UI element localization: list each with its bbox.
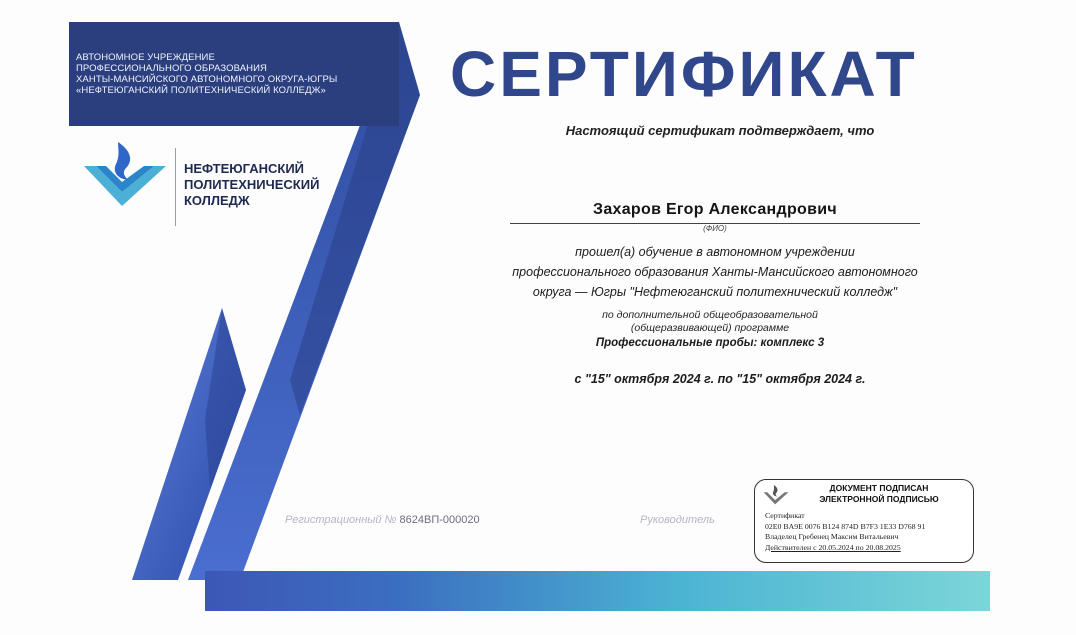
logo-line: НЕФТЕЮГАНСКИЙ <box>184 161 305 176</box>
registration-number <box>285 514 480 526</box>
program-line: (общеразвивающей) программе <box>630 322 790 334</box>
statement-line: профессионального образования Ханты-Мансийского автономного <box>512 265 918 279</box>
stamp-details <box>765 511 970 553</box>
organization-line: ПРОФЕССИОНАЛЬНОГО ОБРАЗОВАНИЯ <box>76 63 267 74</box>
certificate-title: СЕРТИФИКАТ <box>450 38 918 110</box>
organization-line: «НЕФТЕЮГАНСКИЙ ПОЛИТЕХНИЧЕСКИЙ КОЛЛЕДЖ» <box>76 85 326 96</box>
stamp-certificate-id: 02E0 BA9E 0076 B124 874D B7F3 1E33 D768 91 <box>765 521 926 531</box>
statement-line: прошел(а) обучение в автономном учреждении <box>575 245 855 259</box>
logo-line: ПОЛИТЕХНИЧЕСКИЙ <box>184 177 320 192</box>
college-logo-icon <box>763 484 789 506</box>
stamp-title-line: ДОКУМЕНТ ПОДПИСАН <box>829 483 929 493</box>
recipient-name: Захаров Егор Александрович <box>593 201 837 218</box>
registration-label: Регистрационный № <box>285 514 397 526</box>
training-dates: с "15" октября 2024 г. по "15" октября 2024 г. <box>574 372 866 386</box>
organization-line: ХАНТЫ-МАНСИЙСКОГО АВТОНОМНОГО ОКРУГА-ЮГРЫ <box>76 74 338 85</box>
program-name: Профессиональные пробы: комплекс 3 <box>595 337 825 349</box>
stamp-certificate-label: Сертификат <box>765 511 805 520</box>
bottom-gradient-band <box>205 571 990 611</box>
head-label: Руководитель <box>640 514 715 526</box>
statement-line: округа — Югры "Нефтеюганский политехнический колледж" <box>532 285 898 299</box>
program-description <box>560 309 860 335</box>
stamp-title <box>791 483 967 505</box>
college-logo-icon <box>82 140 168 210</box>
stamp-validity: Действителен с 20.05.2024 по 20.08.2025 <box>765 542 901 552</box>
training-statement <box>470 242 960 302</box>
stamp-owner: Владелец Гребенец Максим Витальевич <box>765 532 899 541</box>
organization-line: АВТОНОМНОЕ УЧРЕЖДЕНИЕ <box>76 52 215 63</box>
logo-divider <box>175 148 176 226</box>
name-caption: (ФИО) <box>703 224 727 233</box>
college-logo-text <box>184 161 319 209</box>
organization-name <box>76 52 396 96</box>
registration-value: 8624ВП-000020 <box>399 514 480 526</box>
stamp-title-line: ЭЛЕКТРОННОЙ ПОДПИСЬЮ <box>819 494 939 504</box>
e-signature-stamp <box>754 479 974 563</box>
program-line: по дополнительной общеобразовательной <box>602 309 818 321</box>
certificate-intro: Настоящий сертификат подтверждает, что <box>565 123 875 138</box>
logo-line: КОЛЛЕДЖ <box>184 193 250 208</box>
